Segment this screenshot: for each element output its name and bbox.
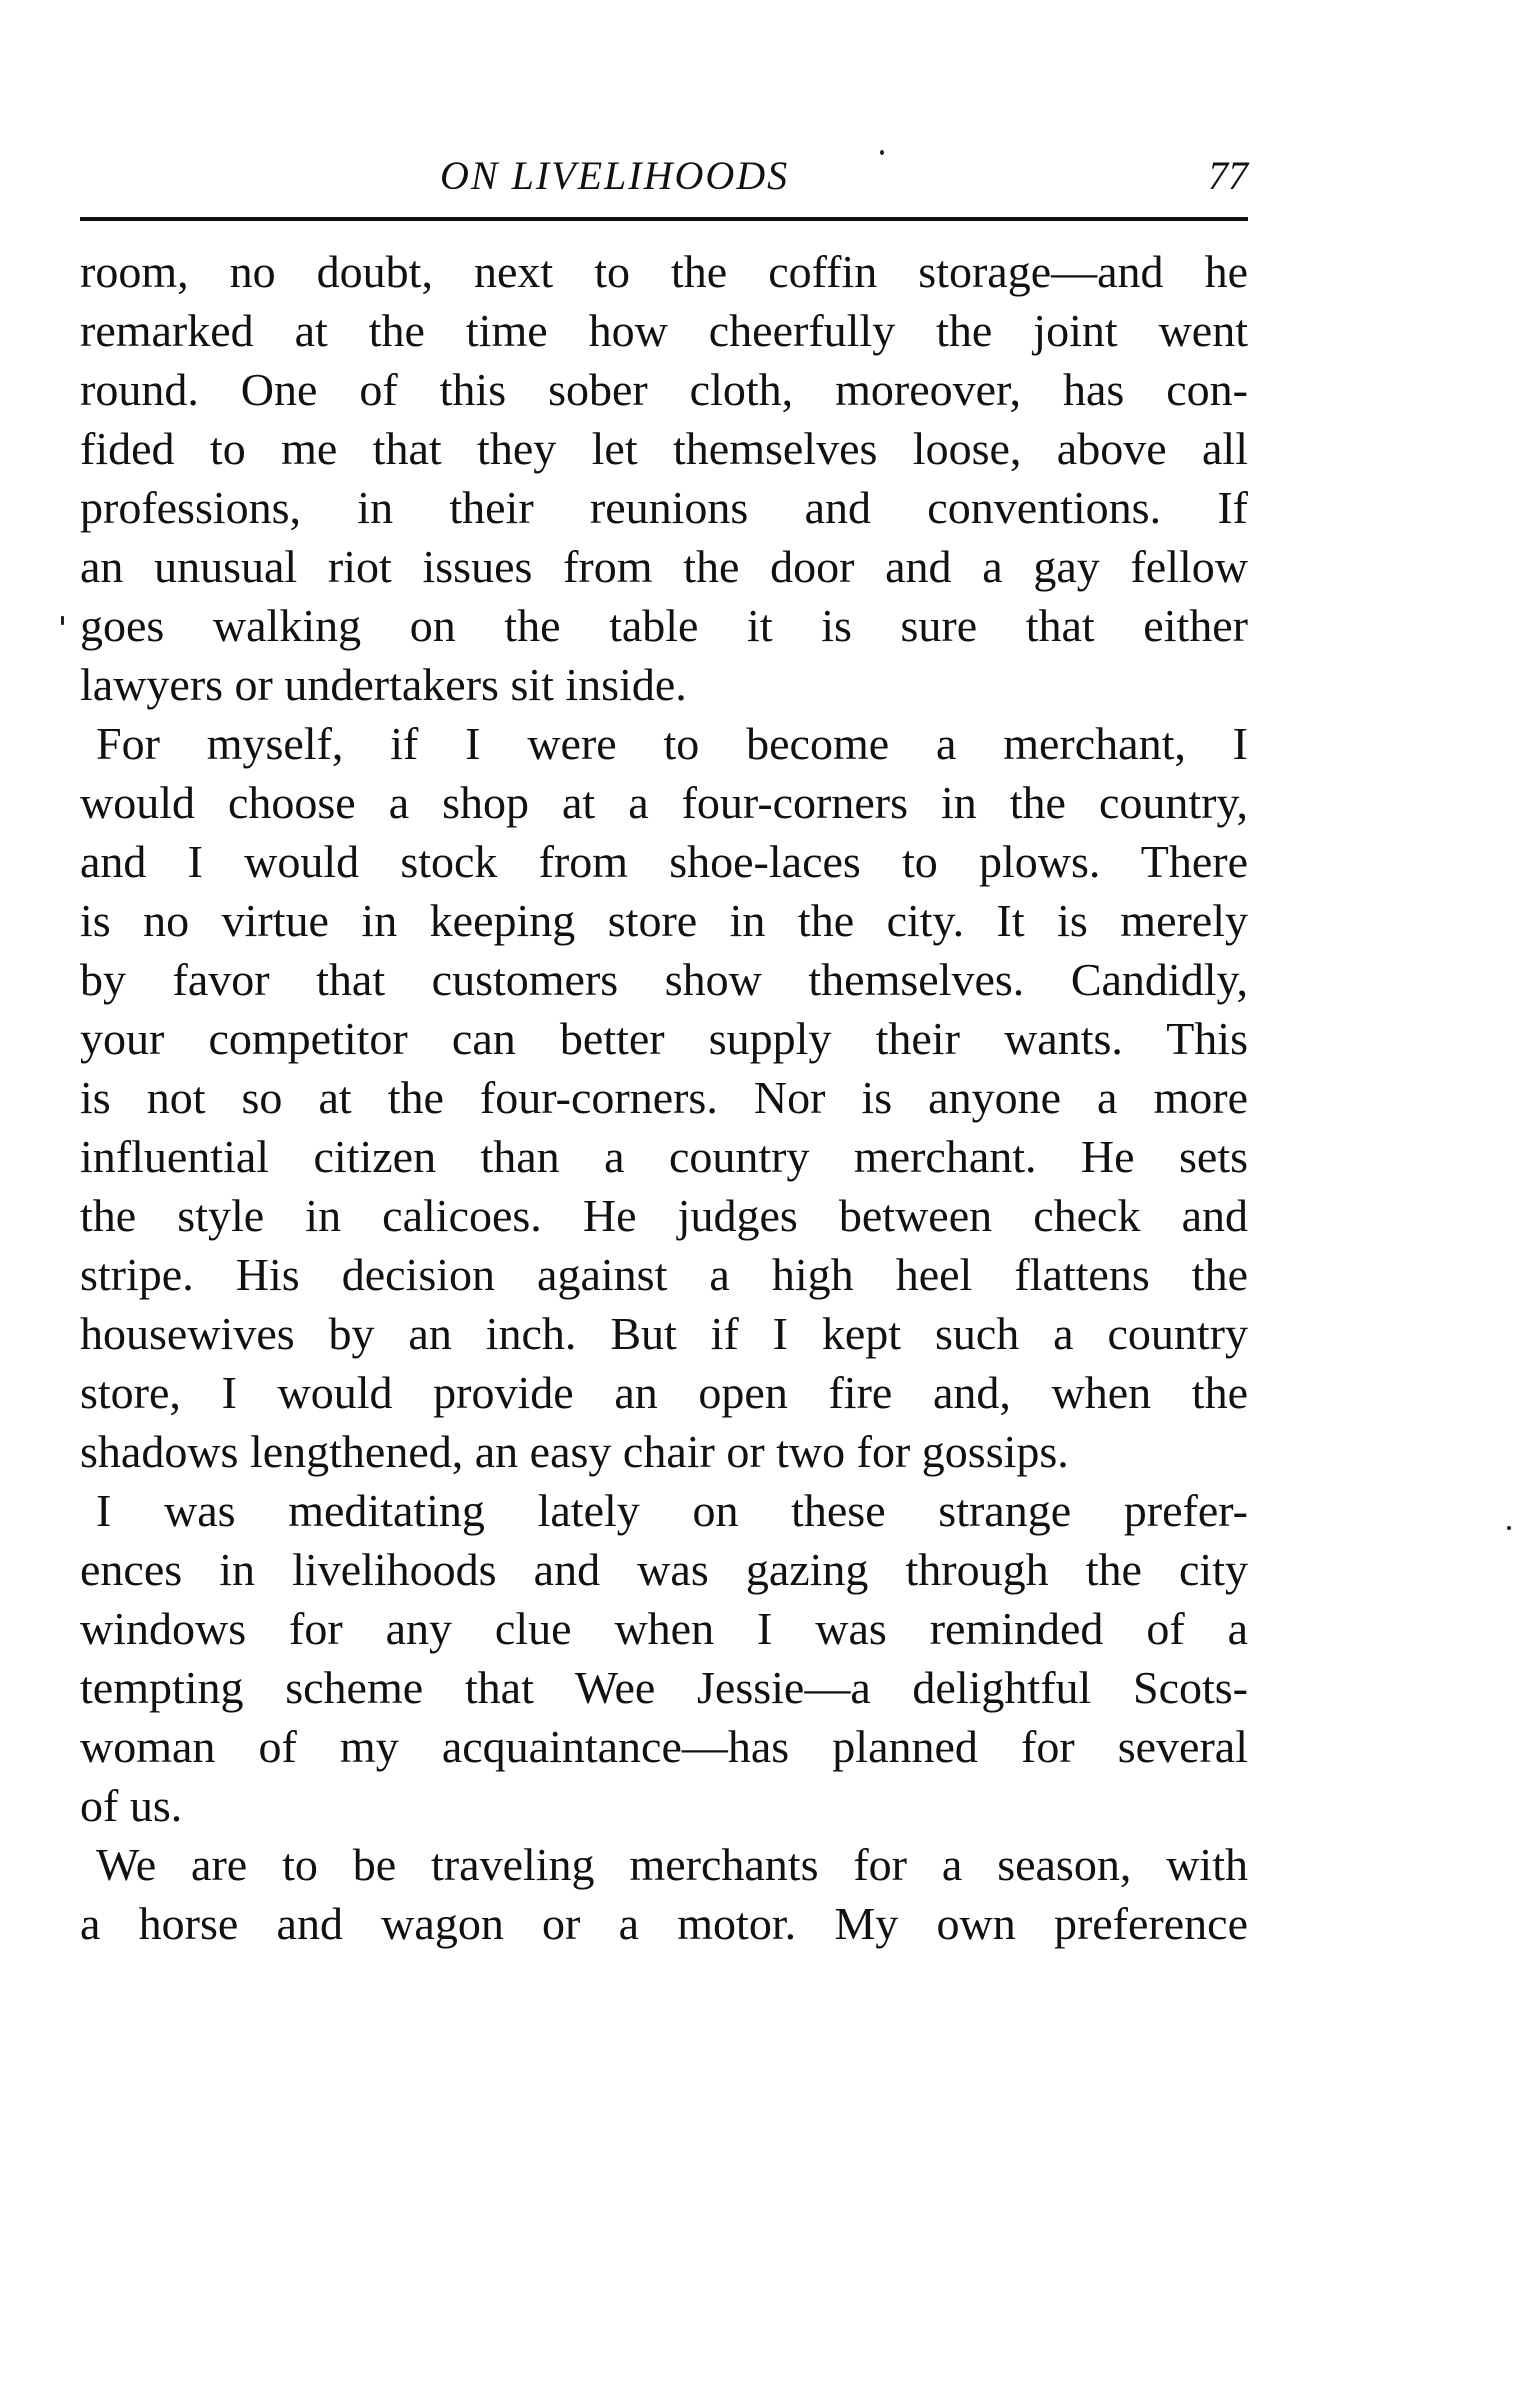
text-line: is not so at the four-corners. Nor is anyone a more — [80, 1072, 1248, 1123]
text-line: For myself, if I were to become a merchant, I — [96, 718, 1248, 769]
text-line: remarked at the time how cheerfully the joint went — [80, 305, 1248, 356]
print-speck — [1507, 1526, 1511, 1530]
text-line: the style in calicoes. He judges between check and — [80, 1190, 1248, 1241]
text-line: stripe. His decision against a high heel flattens the — [80, 1249, 1248, 1300]
text-line: is no virtue in keeping store in the city. It is merely — [80, 895, 1248, 946]
text-line: by favor that customers show themselves. Candidly, — [80, 954, 1248, 1005]
text-line: professions, in their reunions and conventions. If — [80, 482, 1248, 533]
text-line: woman of my acquaintance—has planned for several — [80, 1721, 1248, 1772]
text-line: room, no doubt, next to the coffin storage—and he — [80, 246, 1248, 297]
running-header-title: ON LIVELIHOODS — [440, 153, 790, 198]
text-line: of us. — [80, 1780, 183, 1831]
header-rule — [80, 217, 1248, 221]
text-line: round. One of this sober cloth, moreover, has con- — [80, 364, 1248, 415]
text-line: goes walking on the table it is sure that either — [80, 600, 1248, 651]
text-line: housewives by an inch. But if I kept such a country — [80, 1308, 1248, 1359]
text-line: store, I would provide an open fire and, when the — [80, 1367, 1248, 1418]
text-line: your competitor can better supply their wants. This — [80, 1013, 1248, 1064]
text-line: We are to be traveling merchants for a season, with — [96, 1839, 1248, 1890]
text-line: influential citizen than a country merchant. He sets — [80, 1131, 1248, 1182]
print-speck — [61, 616, 64, 625]
body-text — [80, 242, 1248, 1953]
text-line: and I would stock from shoe-laces to plows. There — [80, 836, 1248, 887]
text-line: shadows lengthened, an easy chair or two for gossips. — [80, 1426, 1069, 1477]
text-line: a horse and wagon or a motor. My own preference — [80, 1898, 1248, 1949]
page-number: 77 — [1208, 153, 1248, 198]
print-speck — [880, 150, 884, 155]
text-line: ences in livelihoods and was gazing through the city — [80, 1544, 1248, 1595]
text-line: tempting scheme that Wee Jessie—a delightful Scots- — [80, 1662, 1248, 1713]
text-line: windows for any clue when I was reminded of a — [80, 1603, 1248, 1654]
text-line: lawyers or undertakers sit inside. — [80, 659, 687, 710]
text-line: an unusual riot issues from the door and a gay fellow — [80, 541, 1248, 592]
text-line: would choose a shop at a four-corners in the country, — [80, 777, 1248, 828]
text-line: I was meditating lately on these strange prefer- — [96, 1485, 1248, 1536]
text-line: fided to me that they let themselves loose, above all — [80, 423, 1248, 474]
